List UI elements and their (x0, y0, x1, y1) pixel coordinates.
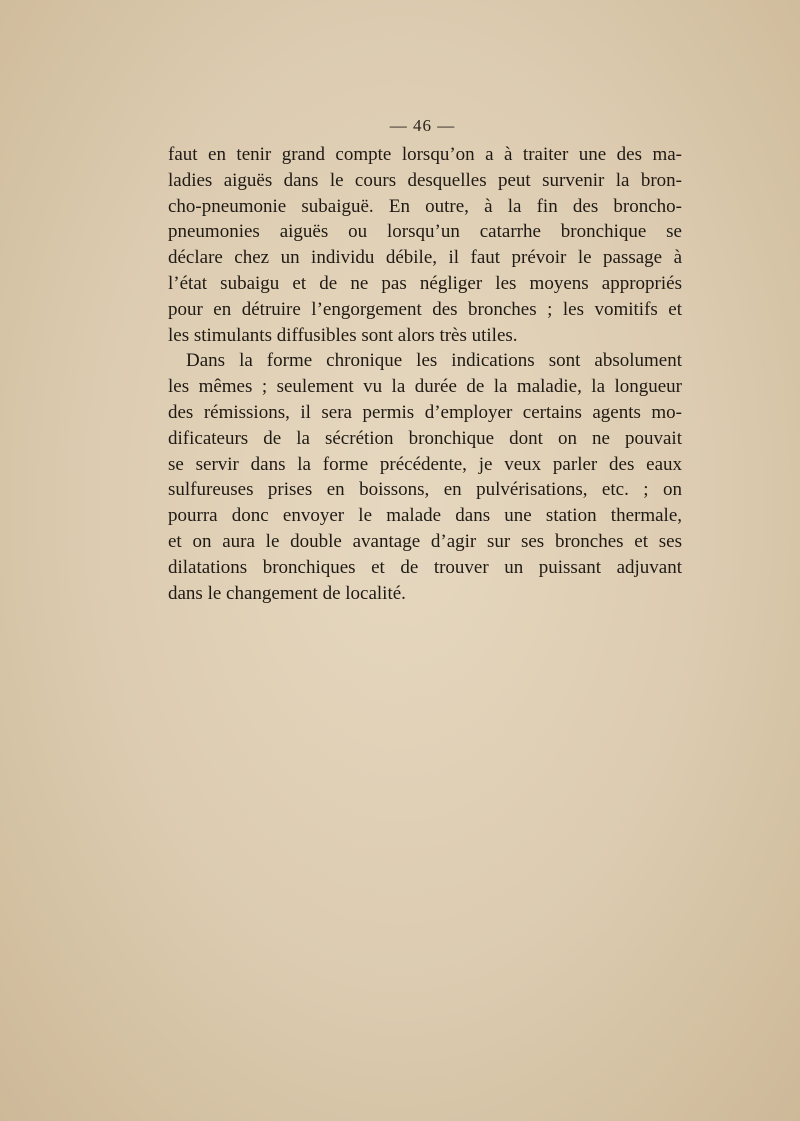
page-number: — 46 — (389, 116, 456, 135)
text-line: sulfureuses prises en boissons, en pulvérisations, etc. ; on (168, 479, 682, 501)
text-line: déclare chez un individu débile, il faut prévoir le passage à (168, 247, 682, 269)
text-line: dilatations bronchiques et de trouver un puissant adjuvant (168, 556, 682, 578)
paragraph (168, 142, 682, 348)
body-text (168, 142, 682, 606)
text-line: faut en tenir grand compte lorsqu’on a à traiter une des ma- (168, 144, 682, 165)
text-line: dans le changement de localité. (168, 582, 406, 604)
text-line: cho-pneumonie subaiguë. En outre, à la fin des broncho- (168, 195, 682, 217)
text-line: dificateurs de la sécrétion bronchique dont on ne pouvait (168, 427, 682, 449)
text-line: les mêmes ; seulement vu la durée de la maladie, la longueur (168, 376, 682, 398)
text-line: se servir dans la forme précédente, je veux parler des eaux (168, 453, 682, 475)
text-line: des rémissions, il sera permis d’employer certains agents mo- (168, 401, 682, 423)
text-line: et on aura le double avantage d’agir sur ses bronches et ses (168, 530, 682, 552)
text-line: Dans la forme chronique les indications sont absolument (186, 350, 682, 372)
text-line: l’état subaigu et de ne pas négliger les moyens appropriés (168, 272, 682, 294)
text-line: pourra donc envoyer le malade dans une station thermale, (168, 505, 682, 527)
text-line: pneumonies aiguës ou lorsqu’un catarrhe bronchique se (168, 221, 682, 243)
text-line: pour en détruire l’engorgement des bronches ; les vomitifs et (168, 298, 682, 320)
text-line: les stimulants diffusibles sont alors très utiles. (168, 324, 518, 346)
paragraph (168, 348, 682, 606)
text-line: ladies aiguës dans le cours desquelles peut survenir la bron- (168, 169, 682, 191)
